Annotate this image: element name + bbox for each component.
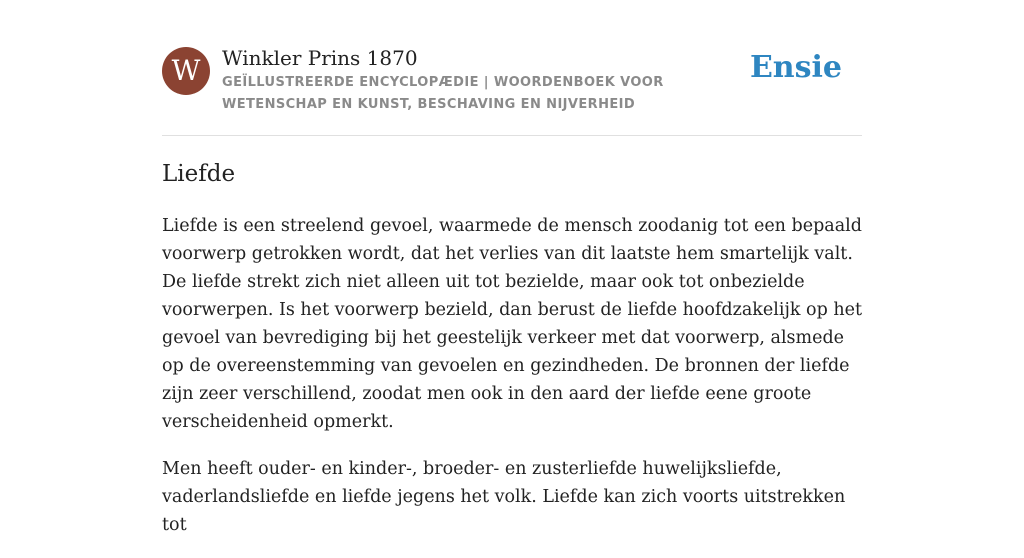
source-title[interactable]: Winkler Prins 1870	[222, 46, 418, 70]
entry-paragraph-2: Men heeft ouder- en kinder-, broeder- en zusterliefde huwelijksliefde, vaderlandsliefde en liefde jegens het volk. Liefde kan zich voorts uitstrekken tot	[162, 459, 846, 535]
entry-paragraph-1: Liefde is een streelend gevoel, waarmede de mensch zoodanig tot een bepaald voorwerp getrokken wordt, dat het verlies van dit laatste hem smartelijk valt. De liefde strekt zich niet alleen uit tot bezielde, maar ook tot onbezielde voorwerpen. Is het voorwerp bezield, dan berust de liefde hoofdzakelijk op het gevoel van bevrediging bij het geestelijk verkeer met dat voorwerp, alsmede op de overeenstemming van gevoelen en gezindheden. De bronnen der liefde zijn zeer verschillend, zoodat men ook in den aard der liefde eene groote verscheidenheid opmerkt.	[162, 216, 862, 432]
source-avatar[interactable]: W	[162, 47, 210, 95]
brand-logo-link[interactable]: Ensie	[749, 50, 842, 85]
source-subtitle: GEÏLLUSTREERDE ENCYCLOPÆDIE | WOORDENBOEK VOOR WETENSCHAP EN KUNST, BESCHAVING EN NIJVERHEID	[222, 75, 664, 112]
entry-body	[162, 212, 862, 558]
header-divider	[162, 135, 862, 136]
entry-title: Liefde	[162, 161, 236, 187]
source-header	[162, 44, 862, 136]
